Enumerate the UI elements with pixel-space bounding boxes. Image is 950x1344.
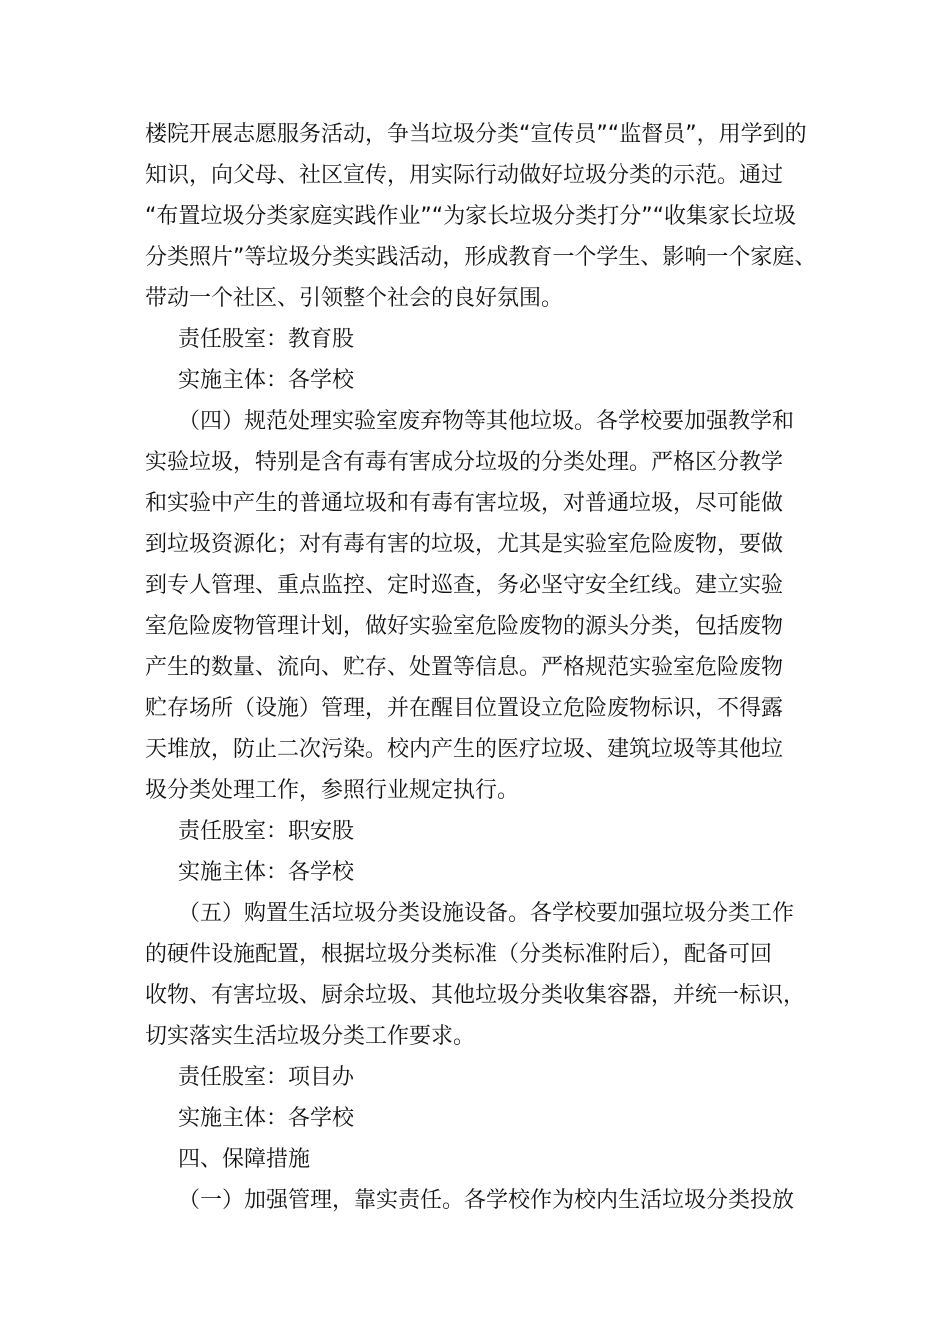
implementing-body-line: 实施主体：各学校 <box>178 1106 355 1131</box>
section-heading-line: （四）规范处理实验室废弃物等其他垃圾。各学校要加强教学和 <box>178 409 795 434</box>
body-text-line: 带动一个社区、引领整个社会的良好氛围。 <box>145 286 564 311</box>
body-text-line: 知识，向父母、社区宣传，用实际行动做好垃圾分类的示范。通过 <box>145 163 784 188</box>
body-text-line: 的硬件设施配置，根据垃圾分类标准（分类标准附后），配备可回 <box>145 942 773 967</box>
responsible-office-line: 责任股室：教育股 <box>178 327 355 352</box>
body-text-line: 到垃圾资源化；对有毒有害的垃圾，尤其是实验室危险废物，要做 <box>145 532 784 557</box>
section-heading-line: （五）购置生活垃圾分类设施设备。各学校要加强垃圾分类工作 <box>178 901 795 926</box>
body-text-line: “布置垃圾分类家庭实践作业”“为家长垃圾分类打分”“收集家长垃圾 <box>145 204 796 229</box>
body-text-line: 贮存场所（设施）管理，并在醒目位置设立危险废物标识，不得露 <box>145 696 784 721</box>
body-text-line: 室危险废物管理计划，做好实验室危险废物的源头分类，包括废物 <box>145 614 784 639</box>
body-text-line: 收物、有害垃圾、厨余垃圾、其他垃圾分类收集容器，并统一标识， <box>145 983 806 1008</box>
body-text-line: 和实验中产生的普通垃圾和有毒有害垃圾，对普通垃圾，尽可能做 <box>145 491 784 516</box>
body-text-line: 到专人管理、重点监控、定时巡查，务必坚守安全红线。建立实验 <box>145 573 784 598</box>
implementing-body-line: 实施主体：各学校 <box>178 860 355 885</box>
responsible-office-line: 责任股室：项目办 <box>178 1065 355 1090</box>
chapter-heading-line: 四、保障措施 <box>178 1147 311 1172</box>
body-text-line: 切实落实生活垃圾分类工作要求。 <box>145 1024 476 1049</box>
body-text-line: 分类照片”等垃圾分类实践活动，形成教育一个学生、影响一个家庭、 <box>145 245 817 270</box>
body-text-line: 楼院开展志愿服务活动，争当垃圾分类“宣传员”“监督员”，用学到的 <box>145 122 807 147</box>
implementing-body-line: 实施主体：各学校 <box>178 368 355 393</box>
body-text-line: 天堆放，防止二次污染。校内产生的医疗垃圾、建筑垃圾等其他垃 <box>145 737 784 762</box>
body-text-line: 圾分类处理工作，参照行业规定执行。 <box>145 778 520 803</box>
body-text-line: 实验垃圾，特别是含有毒有害成分垃圾的分类处理。严格区分教学 <box>145 450 784 475</box>
section-heading-line: （一）加强管理，靠实责任。各学校作为校内生活垃圾分类投放 <box>178 1188 795 1213</box>
body-text-line: 产生的数量、流向、贮存、处置等信息。严格规范实验室危险废物 <box>145 655 784 680</box>
responsible-office-line: 责任股室：职安股 <box>178 819 355 844</box>
